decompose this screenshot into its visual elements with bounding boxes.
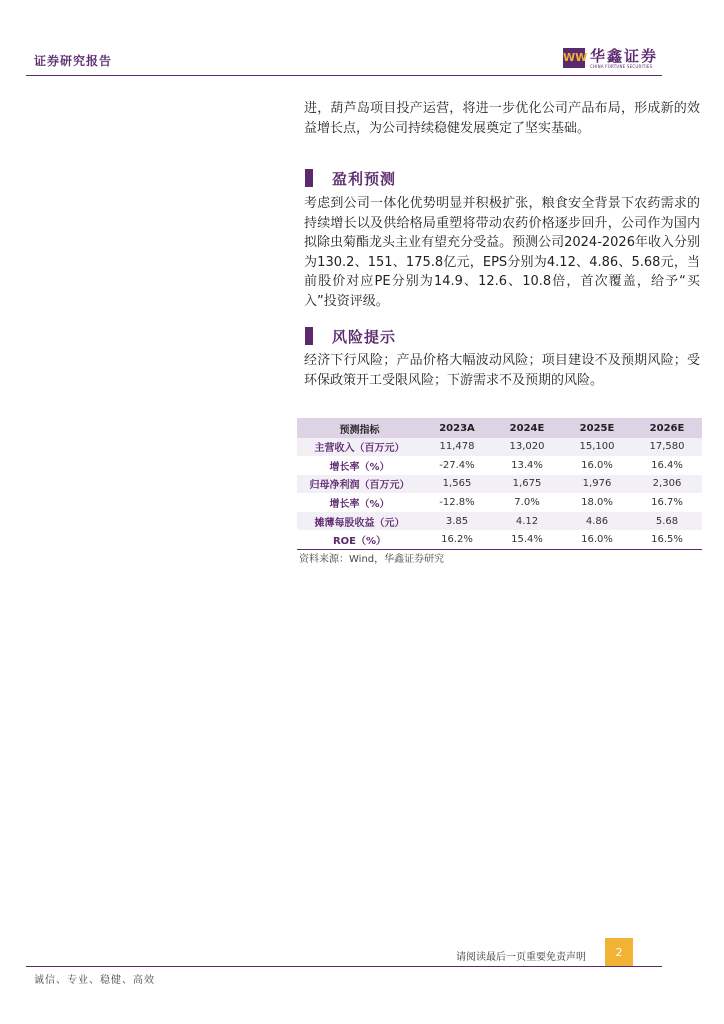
logo-name-cn: 华鑫证券 xyxy=(590,47,659,65)
table-cell: 15.4% xyxy=(492,530,562,549)
paragraph-intro: 进，葫芦岛项目投产运营，将进一步优化公司产品布局，形成新的效益增长点，为公司持续稳健发展奠定了坚实基础。 xyxy=(304,101,700,136)
table-cell: 11,478 xyxy=(422,438,492,456)
table-header-cell: 2026E xyxy=(632,418,702,438)
table-cell: 2,306 xyxy=(632,475,702,494)
page-number: 2 xyxy=(605,938,633,967)
table-row xyxy=(297,512,702,531)
table-header-row xyxy=(297,418,702,438)
table-row xyxy=(297,475,702,494)
table-cell: -12.8% xyxy=(422,493,492,512)
table-row xyxy=(297,493,702,512)
table-header-cell: 2024E xyxy=(492,418,562,438)
table-cell: 7.0% xyxy=(492,493,562,512)
table-cell: 16.4% xyxy=(632,456,702,475)
logo-name-en: CHINA FORTUNE SECURITIES xyxy=(590,64,653,69)
table-cell: 4.86 xyxy=(562,512,632,531)
table-cell: 13,020 xyxy=(492,438,562,456)
paragraph-risk: 经济下行风险；产品价格大幅波动风险；项目建设不及预期风险；受环保政策开工受限风险；下游需求不及预期的风险。 xyxy=(304,353,700,388)
table-source-note: 资料来源：Wind，华鑫证券研究 xyxy=(299,554,445,565)
report-type-label: 证券研究报告 xyxy=(34,54,113,68)
row-label: ROE（%） xyxy=(297,530,422,549)
logo-icon: WW xyxy=(563,48,585,68)
section-marker-icon xyxy=(305,169,313,187)
footer-divider xyxy=(26,966,662,967)
table-header-cell: 预测指标 xyxy=(297,418,422,438)
table-cell: 17,580 xyxy=(632,438,702,456)
forecast-table xyxy=(297,418,702,550)
table-cell: 13.4% xyxy=(492,456,562,475)
section-title: 盈利预测 xyxy=(332,170,397,188)
row-label: 主营收入（百万元） xyxy=(297,438,422,456)
table-row xyxy=(297,438,702,456)
table-cell: 3.85 xyxy=(422,512,492,531)
section-title: 风险提示 xyxy=(332,328,397,346)
footer-motto: 诚信、专业、稳健、高效 xyxy=(34,975,155,986)
table-row xyxy=(297,456,702,475)
company-logo xyxy=(563,46,673,72)
table-cell: 1,675 xyxy=(492,475,562,494)
table-cell: 16.0% xyxy=(562,456,632,475)
table-header-cell: 2023A xyxy=(422,418,492,438)
row-label: 增长率（%） xyxy=(297,493,422,512)
table-cell: 1,976 xyxy=(562,475,632,494)
header-divider xyxy=(26,75,662,76)
row-label: 归母净利润（百万元） xyxy=(297,475,422,494)
table-cell: 4.12 xyxy=(492,512,562,531)
table-cell: 16.7% xyxy=(632,493,702,512)
table-header-cell: 2025E xyxy=(562,418,632,438)
table-cell: 16.5% xyxy=(632,530,702,549)
table-cell: -27.4% xyxy=(422,456,492,475)
paragraph-forecast: 考虑到公司一体化优势明显并积极扩张，粮食安全背景下农药需求的持续增长以及供给格局重塑将带动农药价格逐步回升，公司作为国内拟除虫菊酯龙头主业有望充分受益。预测公司2024-2026年收入分别为130.2、151、175.8亿元，EPS分别为4.12、4.86、5.68元，当前股价对应PE分别为14.9、12.6、10.8倍，首次覆盖，给予“买入”投资评级。 xyxy=(304,196,700,309)
table-cell: 15,100 xyxy=(562,438,632,456)
table-cell: 1,565 xyxy=(422,475,492,494)
table-cell: 16.2% xyxy=(422,530,492,549)
table-cell: 18.0% xyxy=(562,493,632,512)
row-label: 摊薄每股收益（元） xyxy=(297,512,422,531)
disclaimer-note: 请阅读最后一页重要免责声明 xyxy=(456,952,586,963)
section-marker-icon xyxy=(305,327,313,345)
row-label: 增长率（%） xyxy=(297,456,422,475)
table-cell: 5.68 xyxy=(632,512,702,531)
table-row xyxy=(297,530,702,549)
table-cell: 16.0% xyxy=(562,530,632,549)
